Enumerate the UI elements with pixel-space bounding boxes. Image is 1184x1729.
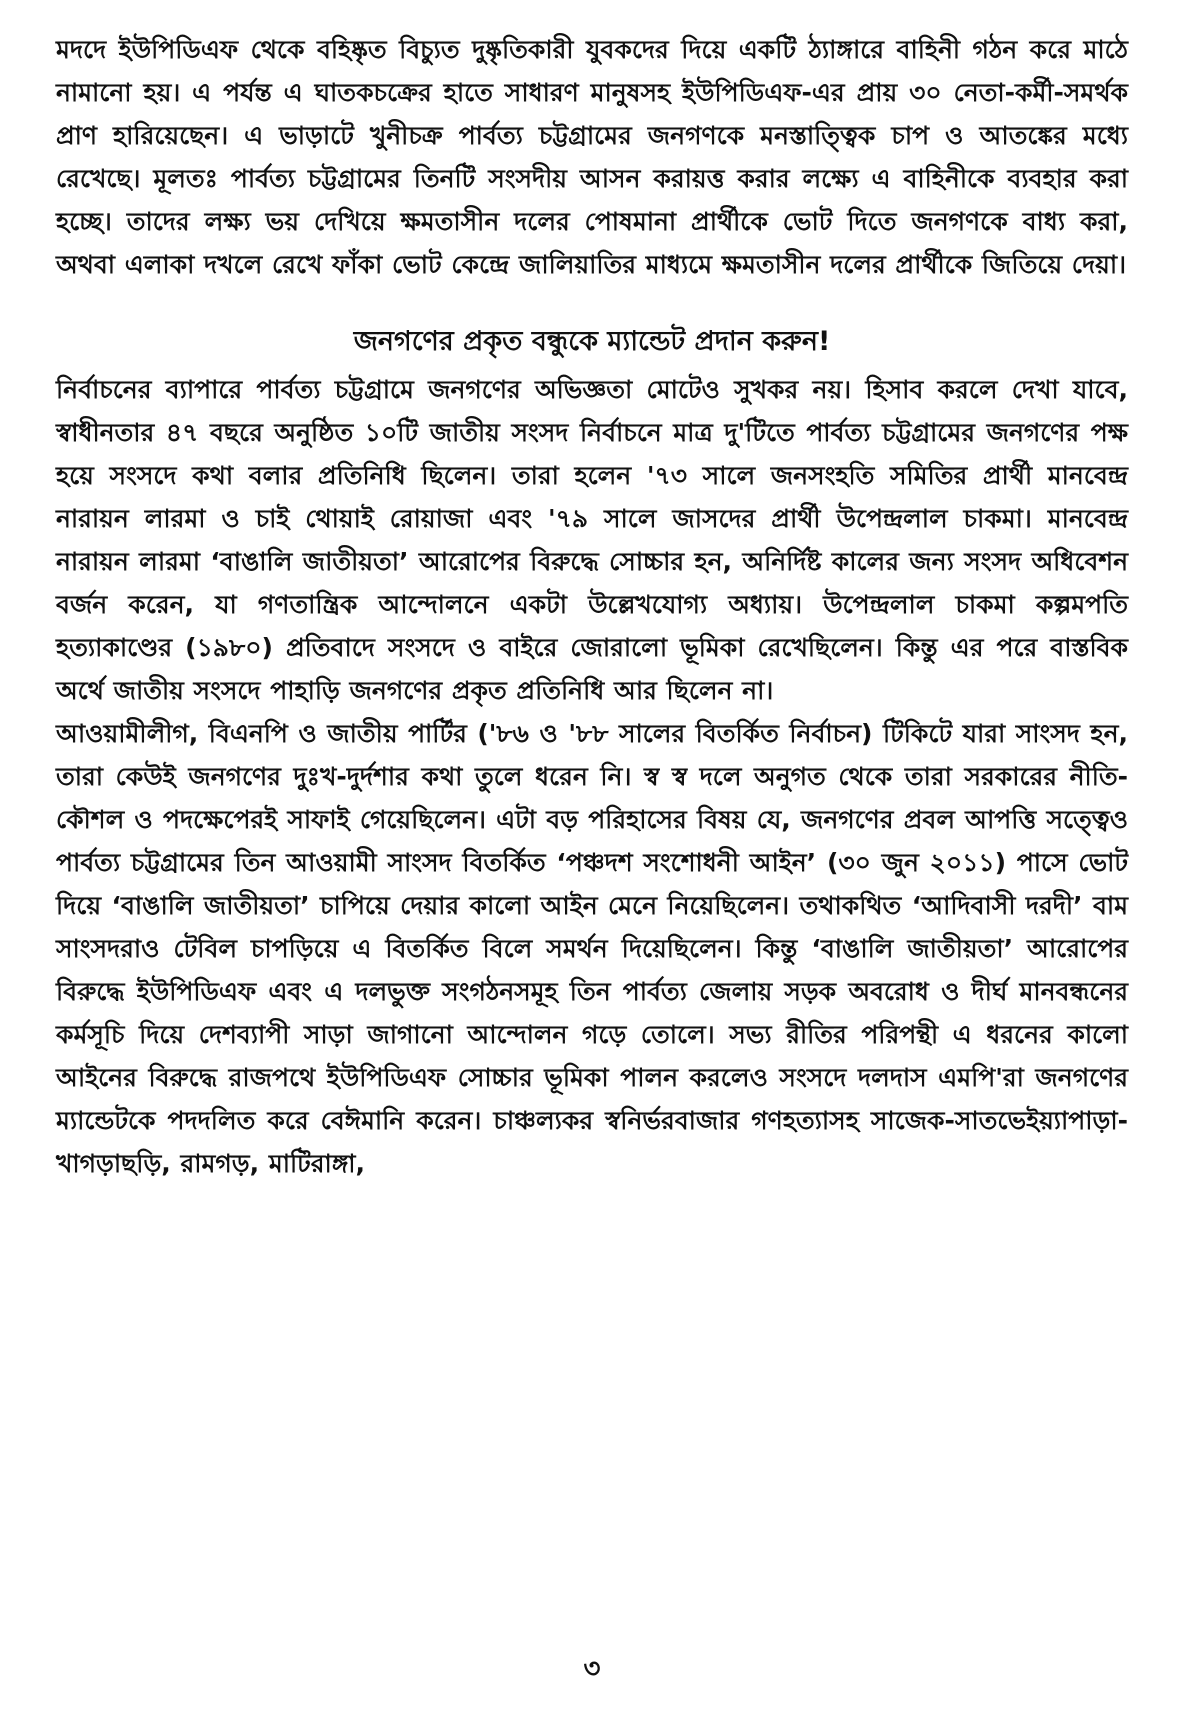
page-number: ৩ [583,1654,601,1684]
document-page [56,28,1128,1708]
paragraph-intro: মদদে ইউপিডিএফ থেকে বহিষ্কৃত বিচ্যুত দুষ্কৃতিকারী যুবকদের দিয়ে একটি ঠ্যাঙ্গারে বাহিনী গঠন করে মাঠে নামানো হয়। এ পর্যন্ত এ ঘাতকচক্রের হাতে সাধারণ মানুষসহ ইউপিডিএফ-এর প্রায় ৩০ নেতা-কর্মী-সমর্থক প্রাণ হারিয়েছেন। এ ভাড়াটে খুনীচক্র পার্বত্য চট্টগ্রামের জনগণকে মনস্তাত্ত্বিক চাপ ও আতঙ্কের মধ্যে রেখেছে। মূলতঃ পার্বত্য চট্টগ্রামের তিনটি সংসদীয় আসন করায়ত্ত করার লক্ষ্যে এ বাহিনীকে ব্যবহার করা হচ্ছে। তাদের লক্ষ্য ভয় দেখিয়ে ক্ষমতাসীন দলের পোষমানা প্রার্থীকে ভোট দিতে জনগণকে বাধ্য করা, অথবা এলাকা দখলে রেখে ফাঁকা ভোট কেন্দ্রে জালিয়াতির মাধ্যমে ক্ষমতাসীন দলের প্রার্থীকে জিতিয়ে দেয়া। [56,35,1128,279]
paragraph-party-mps: আওয়ামীলীগ, বিএনপি ও জাতীয় পার্টির ('৮৬ ও '৮৮ সালের বিতর্কিত নির্বাচন) টিকিটে যারা সাংসদ হন, তারা কেউই জনগণের দুঃখ-দুর্দশার কথা তুলে ধরেন নি। স্ব স্ব দলে অনুগত থেকে তারা সরকারের নীতি-কৌশল ও পদক্ষেপেরই সাফাই গেয়েছিলেন। এটা বড় পরিহাসের বিষয় যে, জনগণের প্রবল আপত্তি সত্ত্বেও পার্বত্য চট্টগ্রামের তিন আওয়ামী সাংসদ বিতর্কিত ‘পঞ্চদশ সংশোধনী আইন’ (৩০ জুন ২০১১) পাসে ভোট দিয়ে ‘বাঙালি জাতীয়তা’ চাপিয়ে দেয়ার কালো আইন মেনে নিয়েছিলেন। তথাকথিত ‘আদিবাসী দরদী’ বাম সাংসদরাও টেবিল চাপড়িয়ে এ বিতর্কিত বিলে সমর্থন দিয়েছিলেন। কিন্তু ‘বাঙালি জাতীয়তা’ আরোপের বিরুদ্ধে ইউপিডিএফ এবং এ দলভুক্ত সংগঠনসমূহ তিন পার্বত্য জেলায় সড়ক অবরোধ ও দীর্ঘ মানবন্ধনের কর্মসূচি দিয়ে দেশব্যাপী সাড়া জাগানো আন্দোলন গড়ে তোলে। সভ্য রীতির পরিপন্থী এ ধরনের কালো আইনের বিরুদ্ধে রাজপথে ইউপিডিএফ সোচ্চার ভূমিকা পালন করলেও সংসদে দলদাস এমপি'রা জনগণের ম্যান্ডেটকে পদদলিত করে বেঈমানি করেন। চাঞ্চল্যকর স্বনির্ভরবাজার গণহত্যাসহ সাজেক-সাতভেইয়্যাপাড়া-খাগড়াছড়ি, রামগড়, মাটিরাঙ্গা, [56,719,1128,1178]
paragraph-elections-history: নির্বাচনের ব্যাপারে পার্বত্য চট্টগ্রামে জনগণের অভিজ্ঞতা মোটেও সুখকর নয়। হিসাব করলে দেখা যাবে, স্বাধীনতার ৪৭ বছরে অনুষ্ঠিত ১০টি জাতীয় সংসদ নির্বাচনে মাত্র দু'টিতে পার্বত্য চট্টগ্রামের জনগণের পক্ষ হয়ে সংসদে কথা বলার প্রতিনিধি ছিলেন। তারা হলেন '৭৩ সালে জনসংহতি সমিতির প্রার্থী মানবেন্দ্র নারায়ন লারমা ও চাই থোয়াই রোয়াজা এবং '৭৯ সালে জাসদের প্রার্থী উপেন্দ্রলাল চাকমা। মানবেন্দ্র নারায়ন লারমা ‘বাঙালি জাতীয়তা’ আরোপের বিরুদ্ধে সোচ্চার হন, অনির্দিষ্ট কালের জন্য সংসদ অধিবেশন বর্জন করেন, যা গণতান্ত্রিক আন্দোলনে একটা উল্লেখযোগ্য অধ্যায়। উপেন্দ্রলাল চাকমা কল্পমপতি হত্যাকাণ্ডের (১৯৮০) প্রতিবাদে সংসদে ও বাইরে জোরালো ভূমিকা রেখেছিলেন। কিন্তু এর পরে বাস্তবিক অর্থে জাতীয় সংসদে পাহাড়ি জনগণের প্রকৃত প্রতিনিধি আর ছিলেন না। [56,375,1128,705]
section-heading: জনগণের প্রকৃত বন্ধুকে ম্যান্ডেট প্রদান করুন! [353,326,831,357]
